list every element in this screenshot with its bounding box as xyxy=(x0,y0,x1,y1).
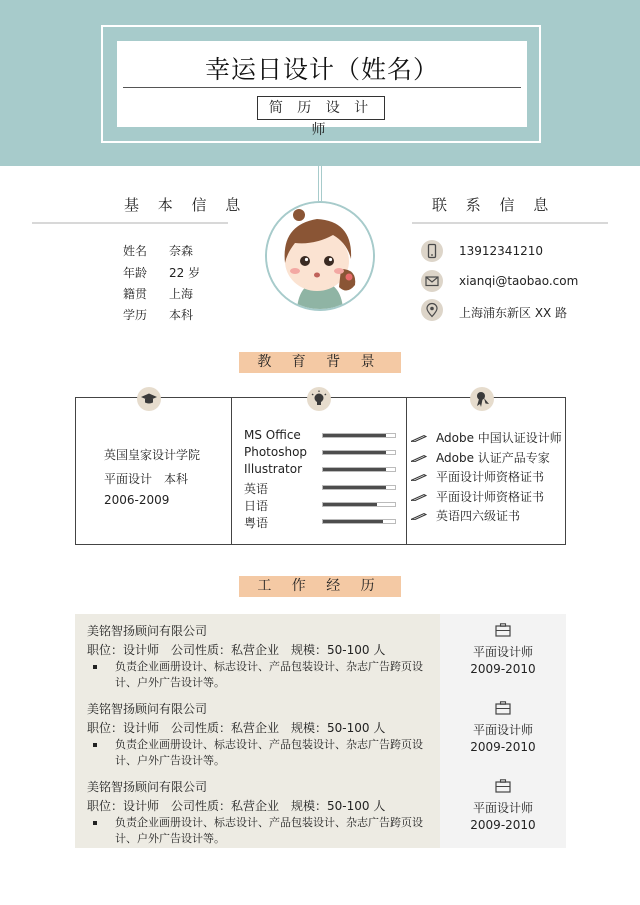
lightbulb-icon xyxy=(307,387,331,411)
avatar-connector xyxy=(318,143,322,201)
education-years: 2006-2009 xyxy=(104,493,170,507)
mail-icon xyxy=(421,270,443,292)
contact-address: 上海浦东新区 XX 路 xyxy=(459,306,568,320)
graduation-cap-icon xyxy=(137,387,161,411)
info-value: 22 岁 xyxy=(169,266,201,280)
major-degree: 平面设计 本科 xyxy=(104,472,189,486)
job-position: 平面设计师 xyxy=(472,801,533,815)
info-row-hometown xyxy=(123,285,193,302)
info-value: 奈森 xyxy=(169,244,194,258)
company-name: 美铭智扬顾问有限公司 xyxy=(87,702,208,716)
job-position: 平面设计师 xyxy=(472,645,533,659)
phone-icon xyxy=(421,240,443,262)
pen-icon xyxy=(411,454,427,462)
info-label: 籍贯 xyxy=(123,287,148,301)
education-panel xyxy=(75,397,566,545)
certificate-item: 平面设计师资格证书 xyxy=(436,470,545,484)
bullet-icon xyxy=(93,743,97,747)
resume-role: 简 历 设 计 师 xyxy=(257,96,385,120)
school-name: 英国皇家设计学院 xyxy=(104,448,201,462)
education-heading: 教 育 背 景 xyxy=(239,352,401,373)
avatar xyxy=(265,201,375,311)
briefcase-icon xyxy=(492,779,514,793)
job-description: 负责企业画册设计、标志设计、产品包装设计、杂志广告跨页设计、户外广告设计等。 xyxy=(115,738,423,767)
briefcase-icon xyxy=(492,701,514,715)
skill-name: Illustrator xyxy=(244,462,303,477)
work-details xyxy=(75,614,440,692)
skill-bar xyxy=(322,433,396,438)
basic-info-heading: 基 本 信 息 xyxy=(124,196,248,214)
work-details xyxy=(75,692,440,770)
bullet-icon xyxy=(93,821,97,825)
skill-bar-fill xyxy=(323,451,386,454)
skill-bar-fill xyxy=(323,520,383,523)
work-item xyxy=(75,692,566,770)
column-divider xyxy=(231,398,232,544)
bullet-icon xyxy=(93,665,97,669)
skill-name: 英语 xyxy=(244,481,269,496)
briefcase-icon xyxy=(492,623,514,637)
skill-bar-fill xyxy=(323,434,386,437)
work-item xyxy=(75,614,566,692)
info-label: 年龄 xyxy=(123,266,148,280)
certificate-item: 英语四六级证书 xyxy=(436,509,521,523)
resume-name: 幸运日设计（姓名） xyxy=(204,55,439,84)
work-details xyxy=(75,770,440,848)
info-value: 本科 xyxy=(169,308,194,322)
column-divider xyxy=(406,398,407,544)
title-card xyxy=(117,41,527,138)
skill-bar-fill xyxy=(323,468,386,471)
job-years: 2009-2010 xyxy=(470,818,536,832)
certificate-item: Adobe 认证产品专家 xyxy=(436,450,550,465)
skill-bar xyxy=(322,485,396,490)
job-years: 2009-2010 xyxy=(470,740,536,754)
job-meta: 职位：设计师 公司性质：私营企业 规模：50-100 人 xyxy=(87,643,386,657)
work-summary xyxy=(440,770,566,848)
skill-name: MS Office xyxy=(244,428,301,442)
info-label: 学历 xyxy=(123,308,148,322)
skill-bar xyxy=(322,450,396,455)
work-heading: 工 作 经 历 xyxy=(239,576,401,597)
pen-icon xyxy=(411,493,427,501)
info-label: 姓名 xyxy=(123,244,148,258)
info-row-name xyxy=(123,242,193,259)
company-name: 美铭智扬顾问有限公司 xyxy=(87,624,208,638)
pen-icon xyxy=(411,473,427,481)
title-divider xyxy=(123,87,521,88)
skill-bar xyxy=(322,519,396,524)
job-meta: 职位：设计师 公司性质：私营企业 规模：50-100 人 xyxy=(87,721,386,735)
certificate-item: 平面设计师资格证书 xyxy=(436,489,545,504)
work-summary xyxy=(440,614,566,692)
skill-bar-fill xyxy=(323,503,377,506)
contact-info-heading: 联 系 信 息 xyxy=(432,196,556,214)
info-value: 上海 xyxy=(169,287,194,301)
skill-name: 粤语 xyxy=(244,516,269,530)
info-row-degree xyxy=(123,306,193,323)
job-description: 负责企业画册设计、标志设计、产品包装设计、杂志广告跨页设计、户外广告设计等。 xyxy=(115,660,423,689)
pen-icon xyxy=(411,434,427,442)
job-description: 负责企业画册设计、标志设计、产品包装设计、杂志广告跨页设计、户外广告设计等。 xyxy=(115,816,423,845)
skill-bar-fill xyxy=(323,486,386,489)
job-years: 2009-2010 xyxy=(470,662,536,676)
contact-info-rule xyxy=(412,222,608,224)
skill-bar xyxy=(322,502,396,507)
job-position: 平面设计师 xyxy=(472,723,533,737)
skill-name: Photoshop xyxy=(244,445,308,460)
certificate-item: Adobe 中国认证设计师 xyxy=(436,431,562,445)
company-name: 美铭智扬顾问有限公司 xyxy=(87,780,208,794)
info-row-age xyxy=(123,264,200,281)
award-icon xyxy=(470,387,494,411)
job-meta: 职位：设计师 公司性质：私营企业 规模：50-100 人 xyxy=(87,799,386,813)
contact-phone[interactable]: 13912341210 xyxy=(459,244,543,258)
skill-bar xyxy=(322,467,396,472)
basic-info-rule xyxy=(32,222,228,224)
cartoon-girl-illustration xyxy=(267,203,373,309)
location-pin-icon xyxy=(421,299,443,321)
work-item xyxy=(75,770,566,848)
work-summary xyxy=(440,692,566,770)
pen-icon xyxy=(411,512,427,520)
contact-email[interactable]: xianqi@taobao.com xyxy=(459,274,579,288)
skill-name: 日语 xyxy=(244,498,269,513)
